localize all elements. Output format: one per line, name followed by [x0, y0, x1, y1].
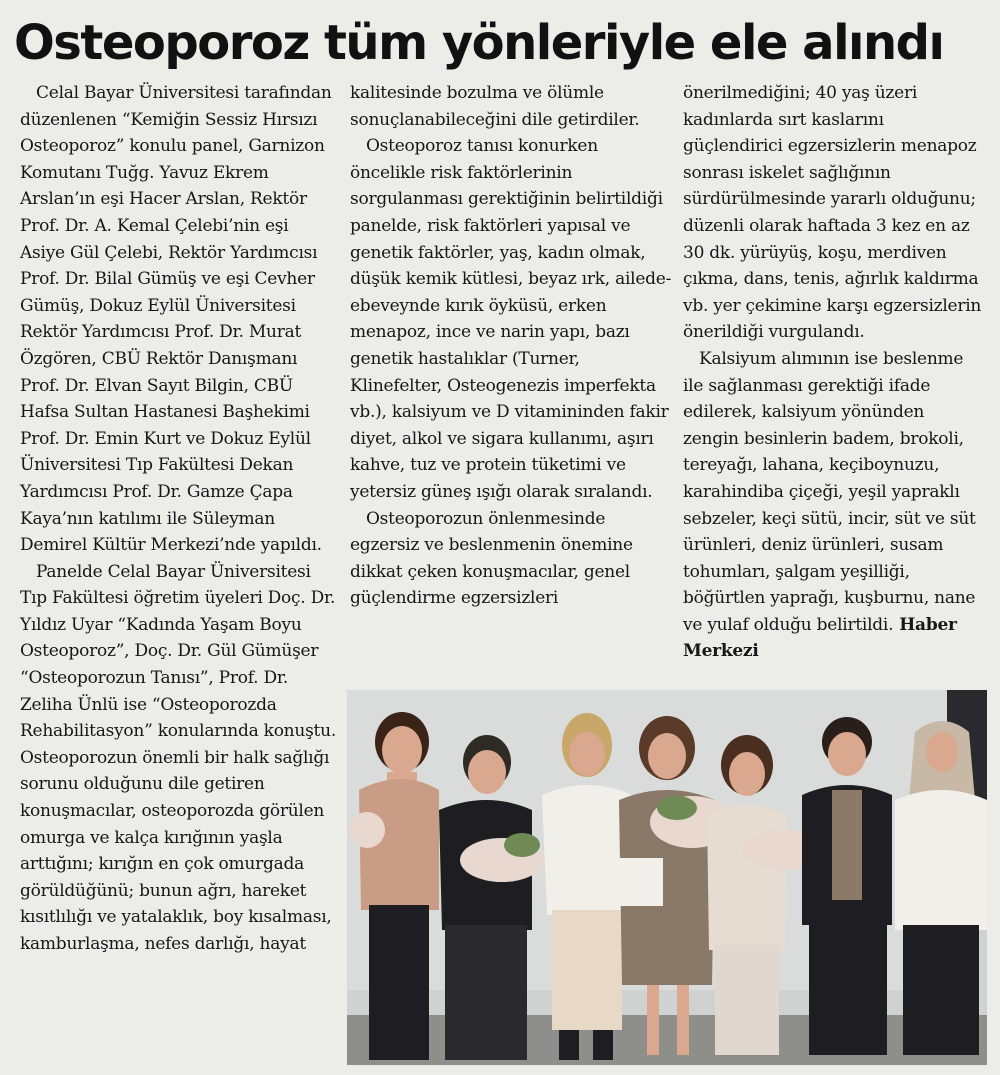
- byline: Haber Merkezi: [683, 614, 957, 662]
- article-column-2: [350, 80, 672, 612]
- paragraph: Celal Bayar Üniversitesi tarafından düzenlenen “Kemiğin Sessiz Hırsızı Osteoporoz” konulu panel, Garnizon Komutanı Tuğg. Yavuz Ekrem Arslan’ın eşi Hacer Arslan, Rektör Prof. Dr. A. Kemal Çelebi’nin eşi Asiye Gül Çelebi, Rektör Yardımcısı Prof. Dr. Bilal Gümüş ve eşi Cevher Gümüş, Dokuz Eylül Üniversitesi Rektör Yardımcısı Prof. Dr. Murat Özgören, CBÜ Rektör Danışmanı Prof. Dr. Elvan Sayıt Bilgin, CBÜ Hafsa Sultan Hastanesi Başhekimi Prof. Dr. Emin Kurt ve Dokuz Eylül Üniversitesi Tıp Fakültesi Dekan Yardımcısı Prof. Dr. Gamze Çapa Kaya’nın katılımı ile Süleyman Demirel Kültür Merkezi’nde yapıldı.: [20, 83, 332, 556]
- article-column-1: [20, 80, 336, 958]
- paragraph: Osteoporoz tanısı konurken öncelikle risk faktörlerinin sorgulanması gerektiğinin belirtildiği panelde, risk faktörleri yapısal ve genetik faktörler, yaş, kadın olmak, düşük kemik kütlesi, beyaz ırk, ailede- ebeveynde kırık öyküsü, erken menapoz, ince ve narin yapı, bazı genetik hastalıklar (Turner, Klinefelter, Osteogenezis imperfekta vb.), kalsiyum ve D vitamininden fakir diyet, alkol ve sigara kullanımı, aşırı kahve, tuz ve protein tüketimi ve yetersiz güneş ışığı olarak sıralandı.: [350, 136, 672, 502]
- paragraph: Osteoporozun önlenmesinde egzersiz ve beslenmenin önemine dikkat çeken konuşmacılar, genel güçlendirme egzersizleri: [350, 508, 633, 609]
- group-photo: [347, 690, 987, 1065]
- paragraph: önerilmediğini; 40 yaş üzeri kadınlarda sırt kaslarını güçlendirici egzersizlerin menapoz sonrası iskelet sağlığının sürdürülmesinde yararlı olduğunu; düzenli olarak haftada 3 kez en az 30 dk. yürüyüş, koşu, merdiven çıkma, dans, tenis, ağırlık kaldırma vb. yer çekimine karşı egzersizlerin önerildiği vurgulandı.: [683, 83, 982, 343]
- paragraph-text: Kalsiyum alımının ise beslenme ile sağlanması gerektiği ifade edilerek, kalsiyum yönünden zengin besinlerin badem, brokoli, tereyağı, lahana, keçiboynuzu, karahindiba çiçeği, yeşil yapraklı sebzeler, keçi sütü, incir, süt ve süt ürünleri, deniz ürünleri, susam tohumları, şalgam yeşilliği, böğürtlen yaprağı, kuşburnu, nane ve yulaf olduğu belirtildi.: [683, 348, 976, 635]
- article-column-3: [683, 80, 983, 665]
- group-photo-illustration: [347, 690, 987, 1065]
- paragraph: kalitesinde bozulma ve ölümle sonuçlanabileceğini dile getirdiler.: [350, 83, 640, 130]
- paragraph: Panelde Celal Bayar Üniversitesi Tıp Fakültesi öğretim üyeleri Doç. Dr. Yıldız Uyar “Kadında Yaşam Boyu Osteoporoz”, Doç. Dr. Gül Gümüşer “Osteoporozun Tanısı”, Prof. Dr. Zeliha Ünlü ise “Osteoporozda Rehabilitasyon” konularında konuştu. Osteoporozun önemli bir halk sağlığı sorunu olduğunu dile getiren konuşmacılar, osteoporozda görülen omurga ve kalça kırığının yaşla arttığını; kırığın en çok omurgada görüldüğünü; bunun ağrı, hareket kısıtlılığı ve yatalaklık, boy kısalması, kamburlaşma, nefes darlığı, hayat: [20, 561, 336, 954]
- paragraph: [683, 346, 983, 665]
- floor: [347, 1015, 987, 1065]
- headline: Osteoporoz tüm yönleriyle ele alındı: [14, 15, 944, 71]
